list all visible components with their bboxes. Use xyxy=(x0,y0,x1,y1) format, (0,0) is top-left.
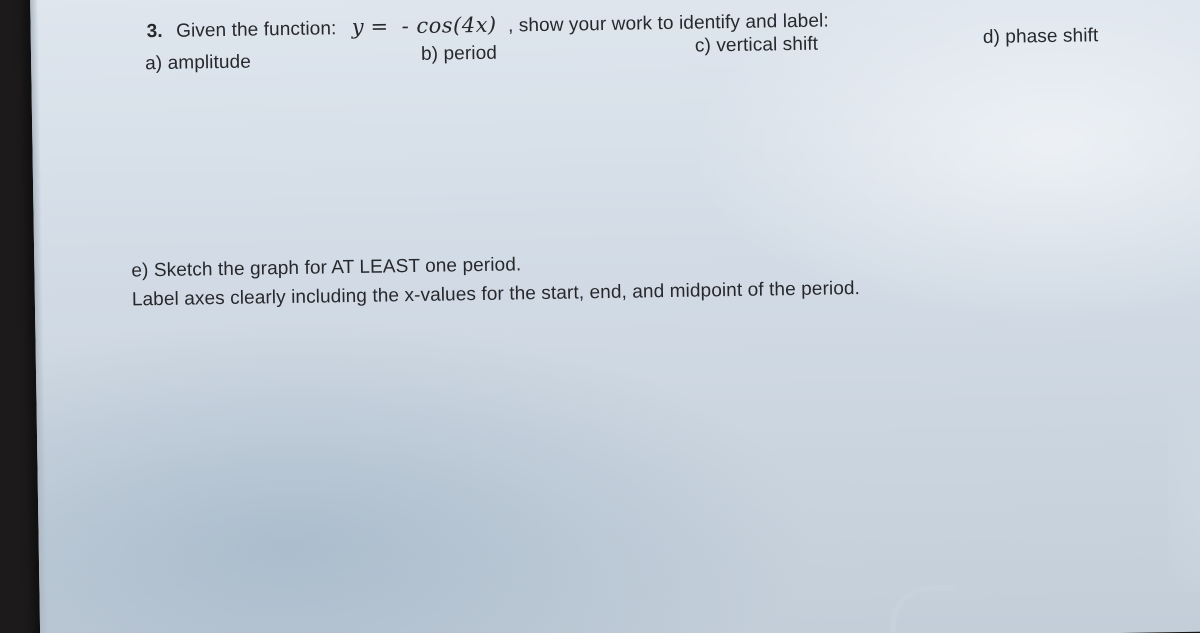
paper-edge xyxy=(30,0,48,633)
part-d-phase-shift: d) phase shift xyxy=(982,25,1099,49)
part-a-amplitude: a) amplitude xyxy=(145,51,252,75)
worksheet-paper xyxy=(30,0,1200,633)
question-intro: Given the function: xyxy=(175,18,337,42)
question-instruction: , show your work to identify and label: xyxy=(507,10,829,37)
function-lhs: y = xyxy=(351,14,389,39)
light-reflection xyxy=(1166,391,1200,592)
part-c-vertical-shift: c) vertical shift xyxy=(694,33,819,57)
part-e-line-1: e) Sketch the graph for AT LEAST one period. xyxy=(131,254,522,282)
part-b-period: b) period xyxy=(420,42,498,65)
question-number: 3. xyxy=(146,20,163,43)
part-e-line-2: Label axes clearly including the x-values for the start, end, and midpoint of the period. xyxy=(131,278,861,311)
function-rhs: - cos(4x) xyxy=(401,12,497,39)
